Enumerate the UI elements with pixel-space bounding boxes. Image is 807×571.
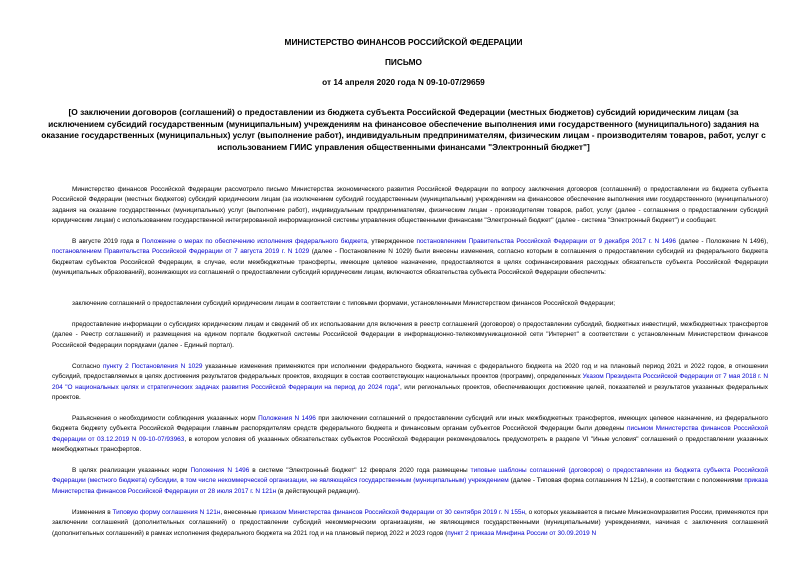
link-resolution-1496[interactable]: постановлением Правительства Российской Федерации от 9 декабря 2017 г. N 1496 <box>416 238 676 245</box>
link-point-2-order[interactable]: пункт 2 приказа Минфина России от 30.09.2019 N <box>447 529 597 537</box>
document-subject: [О заключении договоров (соглашений) о предоставлении из бюджета субъекта Российской Федерации (местных бюджетов) субсидий юридическим лицам (за исключением субсидий государственным (муниципальным) учреждениям на финансовое обеспечение выполнения ими государственного (муниципального) задания на оказание государственных (муниципальных) услуг (выполнение работ), индивидуальным предпринимателям, физическим лицам - производителям товаров, работ, услуг с использованием ГИИС управления общественными финансами "Электронный бюджет"] <box>41 107 766 152</box>
paragraph-3: заключение соглашений о предоставлении субсидий юридическим лицам в соответствии с типовыми формами, установленными Министерством финансов Российской Федерации; <box>72 300 616 307</box>
link-regulation-1496-c[interactable]: Положения N 1496 <box>190 467 250 474</box>
link-regulation-1496-b[interactable]: Положения N 1496 <box>258 415 316 422</box>
document-date-number: от 14 апреля 2020 года N 09-10-07/29659 <box>322 77 485 87</box>
paragraph-4: предоставление информации о субсидиях юридическим лицам и сведений об их использовании для включения в реестр соглашений (договоров) о предоставлении субсидий, бюджетных инвестиций, межбюджетных трансфертов (далее - Реестр соглашений) и размещения на едином портале бюджетной системы Российской Федерации в информационно-телекоммуникационной сети "Интернет" в соответствии с установленным Министерством финансов Российской Федерации порядками (далее - Единый портал). <box>52 321 768 349</box>
link-order-121n[interactable]: приказа Министерства финансов Российской Федерации от 28 июля 2017 г. N 121н <box>52 477 769 495</box>
link-point-2-resolution-1029[interactable]: пункту 2 Постановления N 1029 <box>102 363 203 370</box>
paragraph-2: В августе 2019 года в Положение о мерах по обеспечению исполнения федерального бюджета, утвержденное постановлением Правительства Российской Федерации от 9 декабря 2017 г. N 1496 (далее - Положение N 1496), постановлением Правительства Российской Федерации от 7 августа 2019 г. N 1029 (далее - Постановление N 1029) были внесены изменения, согласно которым в соглашения о предоставлении субсидий из федерального бюджета бюджетам субъектов Российской Федерации, в случае, если межбюджетные трансферты, имеющие целевое назначение, предоставляются в целях софинансирования расходных обязательств субъекта Российской Федерации (муниципальных образований), возникающих из соглашений о предоставлении субсидий юридическим лицам, включаются обязательства субъекта Российской Федерации обеспечить: <box>52 238 768 276</box>
paragraph-8: Изменения в Типовую форму соглашения N 121н, внесенные приказом Министерства финансов Российской Федерации от 30 сентября 2019 г. N 155н, о которых указывается в письме Минэкономразвития России, применяются при заключении соглашений (дополнительных соглашений) о предоставлении субсидий некоммерческим организациям, не являющимся государственными (муниципальными) учреждениями, начиная с заключения соглашений (дополнительных соглашений) в рамках исполнения федерального бюджета на 2021 год и на плановый период 2022 и 2023 годов (пункт 2 приказа Минфина России от 30.09.2019 N <box>52 509 768 537</box>
link-regulation-1496[interactable]: Положение о мерах по обеспечению исполнения федерального бюджета <box>141 238 368 245</box>
paragraph-1: Министерство финансов Российской Федерации рассмотрело письмо Министерства экономического развития Российской Федерации по вопросу заключения договоров (соглашений) о предоставлении из бюджета субъекта Российской Федерации (местных бюджетов) субсидий юридическим лицам (за исключением субсидий государственным (муниципальным) учреждениям на финансовое обеспечение выполнения ими государственного (муниципального) задания на оказание государственных (муниципальных) услуг (выполнение работ), индивидуальным предпринимателям, физическим лицам - производителям товаров, работ, услуг (далее - соглашения о предоставлении субсидий юридическим лицам) с использованием государственной интегрированной информационной системы управления общественными финансами "Электронный бюджет" (далее - система "Электронный бюджет") и сообщает. <box>52 186 768 224</box>
paragraph-5: Согласно пункту 2 Постановления N 1029 указанные изменения применяются при исполнении федерального бюджета, начиная с федерального бюджета на 2020 год и на плановый период 2021 и 2022 годов, в отношении субсидий, предоставляемых в целях достижения результатов федеральных проектов, входящих в состав соответствующих национальных проектов (программ), определенных Указом Президента Российской Федерации от 7 мая 2018 г. N 204 "О национальных целях и стратегических задачах развития Российской Федерации на период до 2024 года", или региональных проектов, обеспечивающих достижение целей, показателей и результатов указанных федеральных проектов. <box>52 363 769 401</box>
paragraph-7: В целях реализации указанных норм Положения N 1496 в системе "Электронный бюджет" 12 февраля 2020 года размещены типовые шаблоны соглашений (договоров) о предоставлении из бюджета субъекта Российской Федерации (местного бюджета) субсидии, в том числе некоммерческой организации, не являющейся государственным (муниципальным) учреждением (далее - Типовая форма соглашения N 121н), в соответствии с положениями приказа Министерства финансов Российской Федерации от 28 июля 2017 г. N 121н (в действующей редакции). <box>52 467 769 495</box>
document-type: ПИСЬМО <box>384 57 423 67</box>
ministry-heading: МИНИСТЕРСТВО ФИНАНСОВ РОССИЙСКОЙ ФЕДЕРАЦИИ <box>284 37 523 47</box>
link-resolution-1029[interactable]: постановлением Правительства Российской Федерации от 7 августа 2019 г. N 1029 <box>52 248 310 256</box>
link-typical-form-121n[interactable]: Типовую форму соглашения N 121н <box>112 509 221 516</box>
paragraph-6: Разъяснения о необходимости соблюдения указанных норм Положения N 1496 при заключении соглашений о предоставлении субсидий или иных межбюджетных трансфертов, имеющих целевое назначение, из федерального бюджета бюджету субъекта Российской Федерации главным распорядителям средств федерального бюджета и финансовым органам субъектов Российской Федерации были доведены письмом Министерства финансов Российской Федерации от 03.12.2019 N 09-10-07/93963, в котором условия об указанных обязательствах субъектов Российской Федерации рекомендовалось предусмотреть в разделе VI "Иные условия" соглашений о предоставлении указанных межбюджетных трансфертов. <box>52 415 769 453</box>
link-order-155n[interactable]: приказом Министерства финансов Российской Федерации от 30 сентября 2019 г. N 155н <box>258 509 526 516</box>
link-decree-204[interactable]: Указом Президента Российской Федерации от 7 мая 2018 г. N 204 "О национальных целях и стратегических задачах развития Российской Федерации на период до 2024 года" <box>52 373 769 391</box>
link-typical-templates[interactable]: типовые шаблоны соглашений (договоров) о предоставлении из бюджета субъекта Российской Федерации (местного бюджета) субсидии, в том числе некоммерческой организации, не являющейся государственным (муниципальным) учреждением <box>52 467 768 485</box>
link-letter-93963[interactable]: письмом Министерства финансов Российской Федерации от 03.12.2019 N 09-10-07/93963 <box>52 425 768 443</box>
